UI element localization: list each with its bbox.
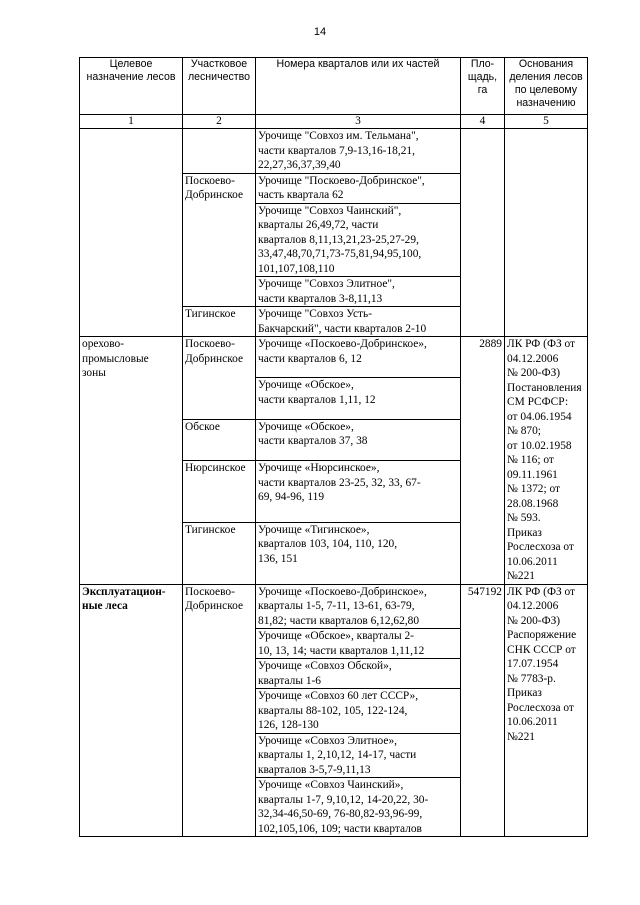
quarters-cell: Урочище «Совхоз Чаинский», кварталы 1-7, 9,10,12, 14-20,22, 30- 32,34-46,50-69, 76-80,82-93,96-99, 102,105,106, 109; части кварталов bbox=[256, 778, 461, 837]
quarters-cell: Урочище «Нюрсинское», части кварталов 23-25, 32, 33, 67- 69, 94-96, 119 bbox=[256, 461, 461, 523]
header-purpose: Целевое назначение лесов bbox=[80, 58, 183, 115]
purpose-cell: Эксплуатацион- ные леса bbox=[80, 584, 183, 837]
col-number: 4 bbox=[461, 115, 505, 129]
table-row bbox=[80, 129, 588, 174]
forestry-cell: Обское bbox=[183, 419, 256, 460]
quarters-cell: Урочище «Обское», части кварталов 1,11, 12 bbox=[256, 378, 461, 419]
area-cell: 547192 bbox=[461, 584, 505, 837]
forestry-cell: Тигинское bbox=[183, 522, 256, 584]
quarters-cell: Урочище «Совхоз 60 лет СССР», кварталы 88-102, 105, 122-124, 126, 128-130 bbox=[256, 689, 461, 734]
column-number-row bbox=[80, 115, 588, 129]
forestry-cell: Поскоево- Добринское bbox=[183, 584, 256, 837]
table-row bbox=[80, 584, 588, 629]
col-number: 1 bbox=[80, 115, 183, 129]
forestry-cell: Нюрсинское bbox=[183, 461, 256, 523]
quarters-cell: Урочище «Совхоз Обской», кварталы 1-6 bbox=[256, 659, 461, 689]
quarters-cell: Урочище «Поскоево-Добринское», кварталы 1-5, 7-11, 13-61, 63-79, 81,82; части кварталов 6,12,62,80 bbox=[256, 584, 461, 629]
page-number: 14 bbox=[313, 26, 327, 38]
forestry-cell: Тигинское bbox=[183, 307, 256, 337]
quarters-cell: Урочище "Совхоз Усть- Бакчарский", части кварталов 2-10 bbox=[256, 307, 461, 337]
col-number: 5 bbox=[505, 115, 588, 129]
quarters-cell: Урочище "Совхоз Элитное", части кварталов 3-8,11,13 bbox=[256, 277, 461, 307]
area-cell: 2889 bbox=[461, 337, 505, 585]
quarters-cell: Урочище "Поскоево-Добринское", часть квартала 62 bbox=[256, 173, 461, 203]
quarters-cell: Урочище «Тигинское», кварталов 103, 104, 110, 120, 136, 151 bbox=[256, 522, 461, 584]
forestry-cell bbox=[183, 129, 256, 174]
header-area: Пло-щадь, га bbox=[461, 58, 505, 115]
purpose-cell: орехово- промысловые зоны bbox=[80, 337, 183, 585]
table-row bbox=[80, 337, 588, 378]
area-cell bbox=[461, 129, 505, 337]
header-basis: Основания деления лесов по целевому назначению bbox=[505, 58, 588, 115]
header-quarters: Номера кварталов или их частей bbox=[256, 58, 461, 115]
quarters-cell: Урочище «Совхоз Элитное», кварталы 1, 2,10,12, 14-17, части кварталов 3-5,7-9,11,13 bbox=[256, 733, 461, 778]
quarters-cell: Урочище «Обское», части кварталов 37, 38 bbox=[256, 419, 461, 460]
header-forestry: Участковое лесничество bbox=[183, 58, 256, 115]
basis-cell: ЛК РФ (ФЗ от 04.12.2006 № 200-ФЗ) Постановления СМ РСФСР: от 04.06.1954 № 870; от 10.02.1958 № 116; от 09.11.1961 № 1372; от 28.08.1968 № 593. Приказ Рослесхоза от 10.06.2011 №221 bbox=[505, 337, 588, 585]
quarters-cell: Урочище "Совхоз им. Тельмана", части кварталов 7,9-13,16-18,21, 22,27,36,37,39,40 bbox=[256, 129, 461, 174]
basis-cell bbox=[505, 129, 588, 337]
table-header-row bbox=[80, 58, 588, 115]
col-number: 3 bbox=[256, 115, 461, 129]
basis-cell: ЛК РФ (ФЗ от 04.12.2006 № 200-ФЗ) Распоряжение СНК СССР от 17.07.1954 № 7783-р. Приказ Рослесхоза от 10.06.2011 №221 bbox=[505, 584, 588, 837]
quarters-cell: Урочище «Поскоево-Добринское», части кварталов 6, 12 bbox=[256, 337, 461, 378]
forest-purpose-table bbox=[79, 57, 588, 837]
col-number: 2 bbox=[183, 115, 256, 129]
quarters-cell: Урочище «Обское», кварталы 2- 10, 13, 14; части кварталов 1,11,12 bbox=[256, 629, 461, 659]
forestry-cell: Поскоево- Добринское bbox=[183, 337, 256, 420]
purpose-cell bbox=[80, 129, 183, 337]
quarters-cell: Урочище "Совхоз Чаинский", кварталы 26,49,72, части кварталов 8,11,13,21,23-25,27-29, 33,47,48,70,71,73-75,81,94,95,100, 101,107,108,110 bbox=[256, 203, 461, 277]
forestry-cell: Поскоево- Добринское bbox=[183, 173, 256, 307]
